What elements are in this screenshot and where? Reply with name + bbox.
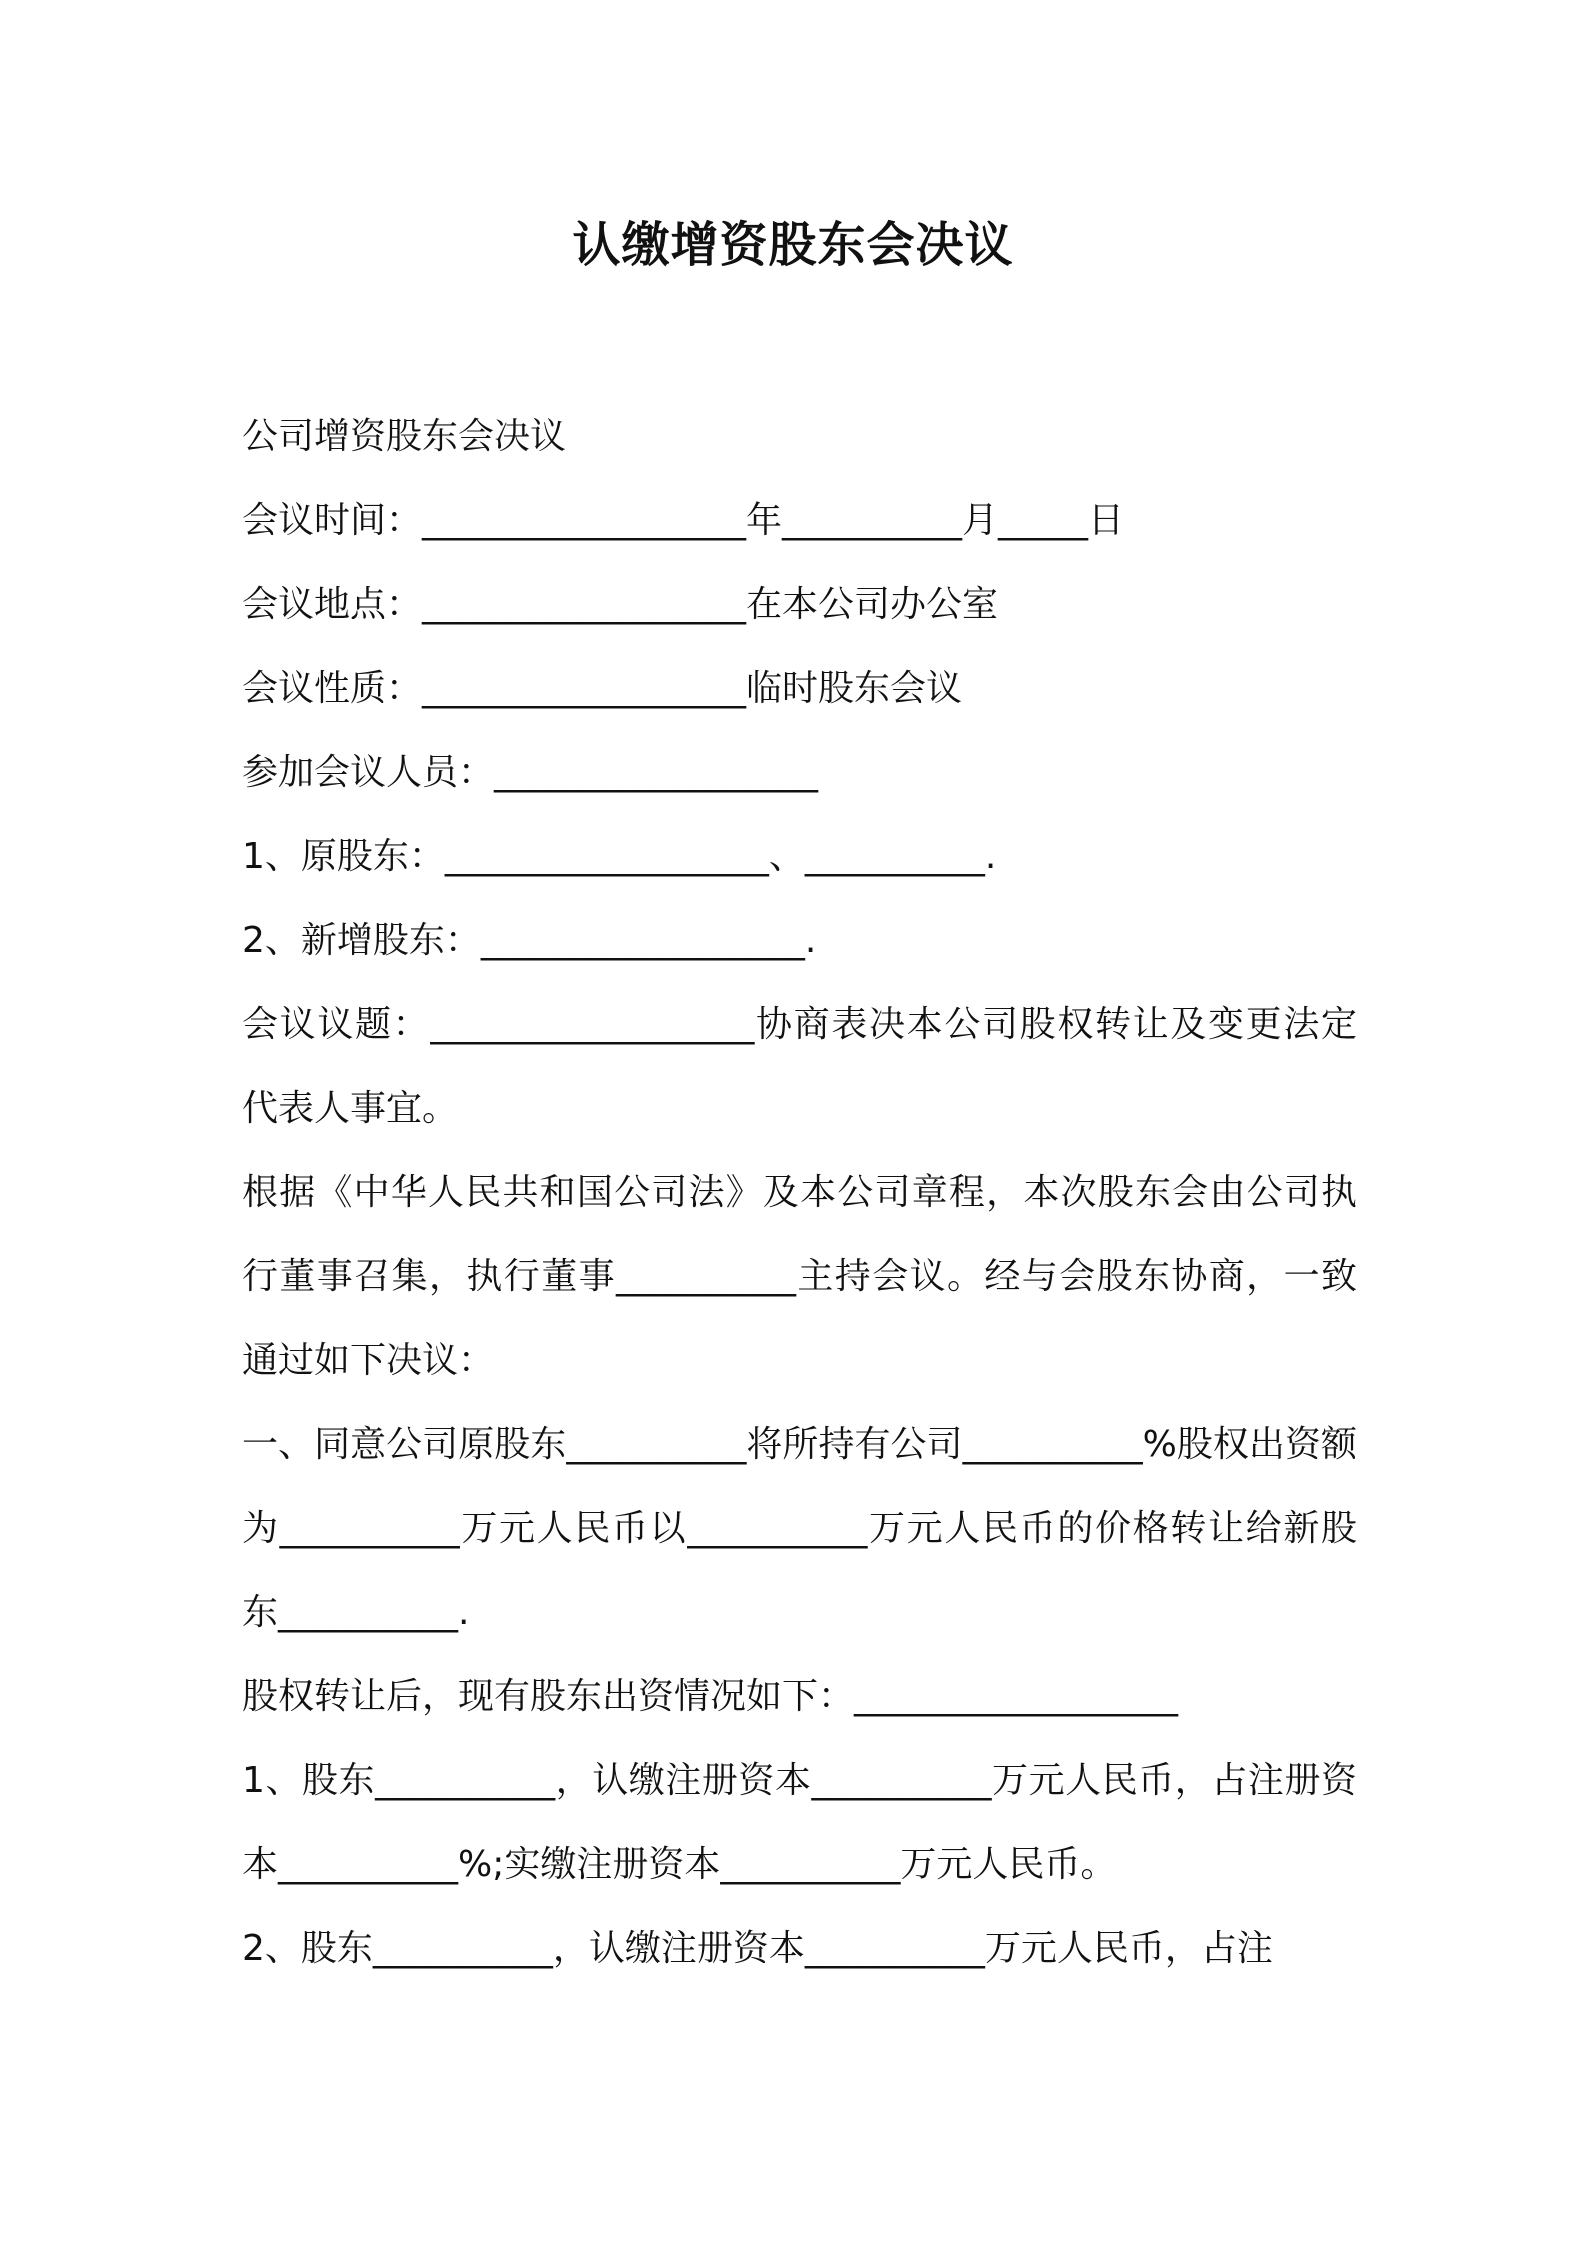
paragraph-resolution-heading: 公司增资股东会决议 <box>242 416 567 457</box>
paragraph-meeting-nature: 会议性质：__________________临时股东会议 <box>242 668 963 709</box>
paragraph-post-transfer-intro: 股权转让后，现有股东出资情况如下：__________________ <box>242 1676 1179 1717</box>
paragraph-resolution-one: 一、同意公司原股东__________将所持有公司__________%股权出资额为__________万元人民币以__________万元人民币的价格转让给新股东__________. <box>242 1424 1357 1633</box>
paragraph-meeting-time: 会议时间：__________________年__________月_____日 <box>242 500 1125 541</box>
paragraph-new-shareholders: 2、新增股东：__________________. <box>242 920 817 961</box>
document-body <box>242 395 1357 1991</box>
paragraph-meeting-place: 会议地点：__________________在本公司办公室 <box>242 584 999 625</box>
paragraph-shareholder-two: 2、股东__________，认缴注册资本__________万元人民币，占注 <box>242 1928 1273 1969</box>
document-title: 认缴增资股东会决议 <box>572 217 1014 273</box>
paragraph-shareholder-one: 1、股东__________，认缴注册资本__________万元人民币，占注册资本__________%;实缴注册资本__________万元人民币。 <box>242 1760 1357 1885</box>
paragraph-attendees: 参加会议人员：__________________ <box>242 752 819 793</box>
paragraph-meeting-agenda: 会议议题：__________________协商表决本公司股权转让及变更法定代表人事宜。 <box>242 1004 1357 1129</box>
paragraph-legal-basis: 根据《中华人民共和国公司法》及本公司章程，本次股东会由公司执行董事召集，执行董事__________主持会议。经与会股东协商，一致通过如下决议： <box>242 1172 1357 1381</box>
paragraph-original-shareholders: 1、原股东：__________________、__________. <box>242 836 997 877</box>
